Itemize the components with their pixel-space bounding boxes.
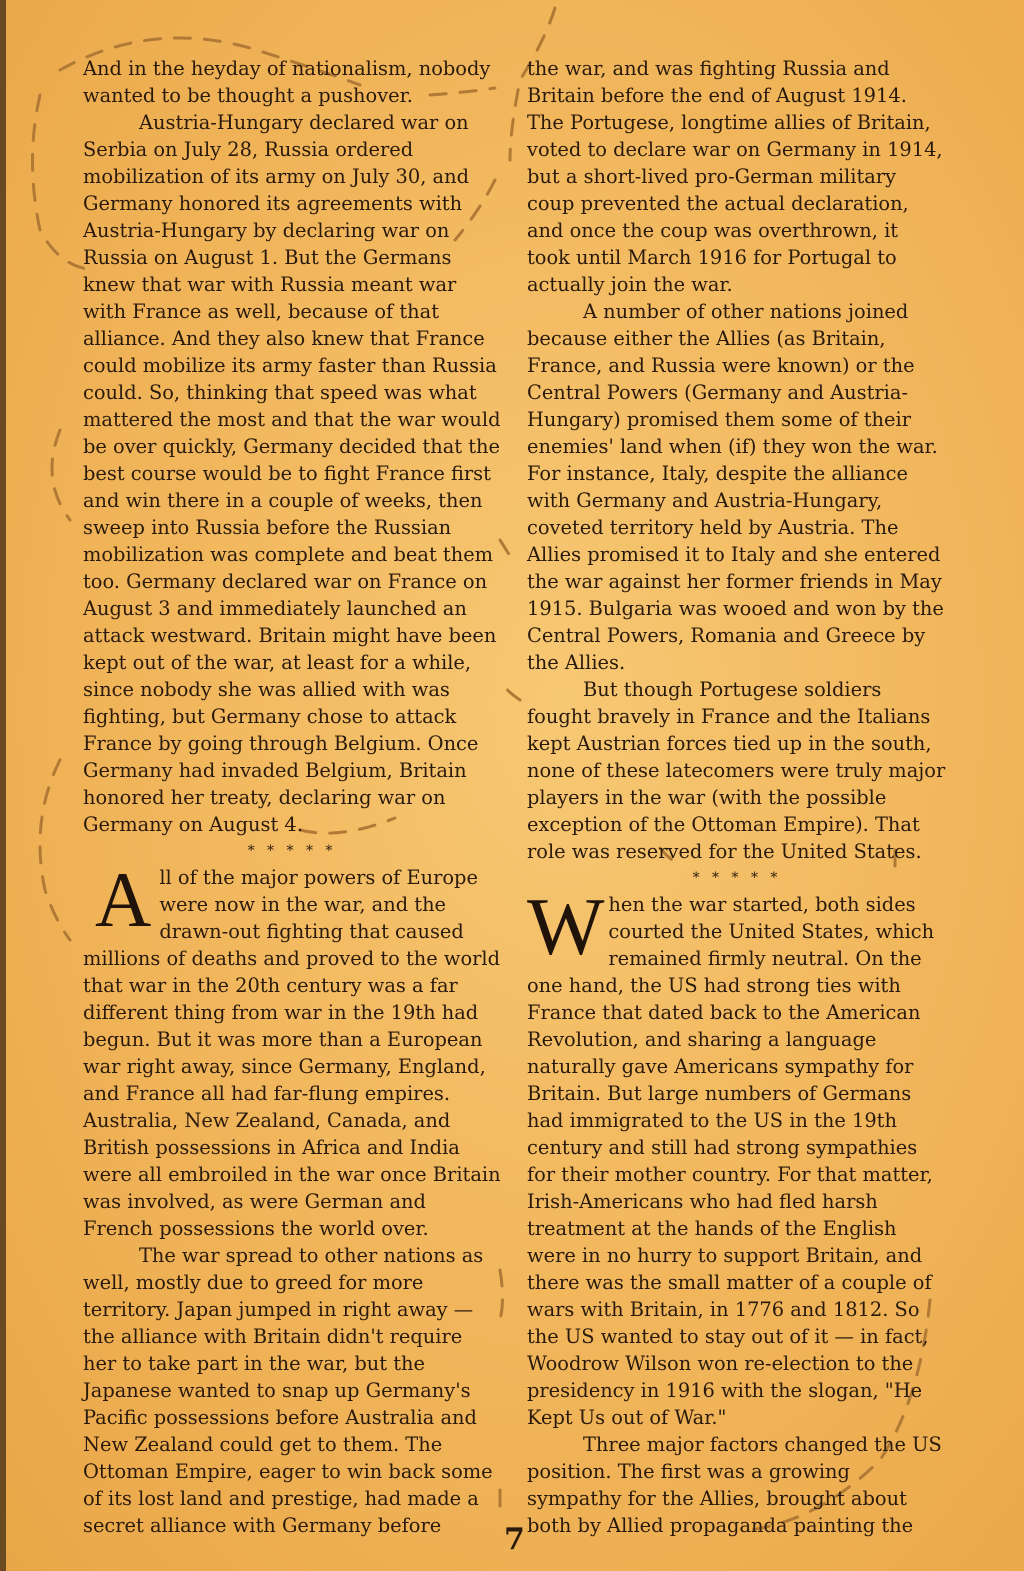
- paragraph-text: ll of the major powers of Europe were now in the war, and the drawn-out fighting that caused millions of deaths and proved to the world that war in the 20th century was a far different thing from war in the 19th had begun. But it was more than a European war right away, since Germany, England, and France all had far-flung empires. Australia, New Zealand, Canada, and British possessions in Africa and India were all embroiled in the war once Britain was involved, as were German and French possessions the world over.: [83, 866, 501, 1240]
- paragraph: And in the heyday of nationalism, nobody wanted to be thought a pushover.: [83, 57, 491, 107]
- page-number: 7: [504, 1522, 525, 1557]
- paragraph: A number of other nations joined because either the Allies (as Britain, France, and Russia were known) or the Central Powers (Germany and Austria-Hungary) promised them some of their enemies' land when (if) they won the war. For instance, Italy, despite the alliance with Germany and Austria-Hungary, coveted territory held by Austria. The Allies promised it to Italy and she entered the war against her former friends in May 1915. Bulgaria was wooed and won by the Central Powers, Romania and Greece by the Allies.: [527, 300, 944, 674]
- drop-cap: A: [95, 856, 152, 943]
- paragraph: [527, 881, 947, 1431]
- paragraph: The war spread to other nations as well, mostly due to greed for more territory. Japan jumped in right away — the alliance with Britain didn't require her to take part in the war, but the Japanese wanted to snap up Germany's Pacific possessions before Australia and New Zealand could get to them. The Ottoman Empire, eager to win back some of its lost land and prestige, had made a secret alliance with Germany before: [83, 1244, 493, 1537]
- left-text-column: [83, 55, 501, 1539]
- section-divider: * * * * *: [692, 870, 782, 886]
- paragraph: [83, 856, 501, 1242]
- paragraph-text: hen the war started, both sides courted the United States, which remained firmly neutral. On the one hand, the US had strong ties with France that dated back to the American Revolution, and sharing a language naturally gave Americans sympathy for Britain. But large numbers of Germans had immigrated to the US in the 19th century and still had strong sympathies for their mother country. For that matter, Irish-Americans who had fled harsh treatment at the hands of the English were in no hurry to support Britain, and there was the small matter of a couple of wars with Britain, in 1776 and 1812. So the US wanted to stay out of it — in fact, Woodrow Wilson won re-election to the presidency in 1916 with the slogan, "He Kept Us out of War.": [527, 893, 935, 1429]
- drop-cap: W: [527, 881, 605, 972]
- section-divider: * * * * *: [247, 843, 337, 859]
- paragraph: Austria-Hungary declared war on Serbia on July 28, Russia ordered mobilization of its army on July 30, and Germany honored its agreements with Austria-Hungary by declaring war on Russia on August 1. But the Germans knew that war with Russia meant war with France as well, because of that alliance. And they also knew that France could mobilize its army faster than Russia could. So, thinking that speed was what mattered the most and that the war would be over quickly, Germany decided that the best course would be to fight France first and win there in a couple of weeks, then sweep into Russia before the Russian mobilization was complete and beat them too. Germany declared war on France on August 3 and immediately launched an attack westward. Britain might have been kept out of the war, at least for a while, since nobody she was allied with was fighting, but Germany chose to attack France by going through Belgium. Once Germany had invaded Belgium, Britain honored her treaty, declaring war on Germany on August 4.: [83, 111, 501, 836]
- paragraph: the war, and was fighting Russia and Britain before the end of August 1914. The Portugese, longtime allies of Britain, voted to declare war on Germany in 1914, but a short-lived pro-German military coup prevented the actual declaration, and once the coup was overthrown, it took until March 1916 for Portugal to actually join the war.: [527, 57, 943, 296]
- right-text-column: [527, 55, 947, 1539]
- paragraph: But though Portugese soldiers fought bravely in France and the Italians kept Austrian forces tied up in the south, none of these latecomers were truly major players in the war (with the possible exception of the Ottoman Empire). That role was reserved for the United States.: [527, 678, 946, 863]
- paragraph: Three major factors changed the US position. The first was a growing sympathy for the Allies, brought about both by Allied propaganda painting the: [527, 1433, 942, 1537]
